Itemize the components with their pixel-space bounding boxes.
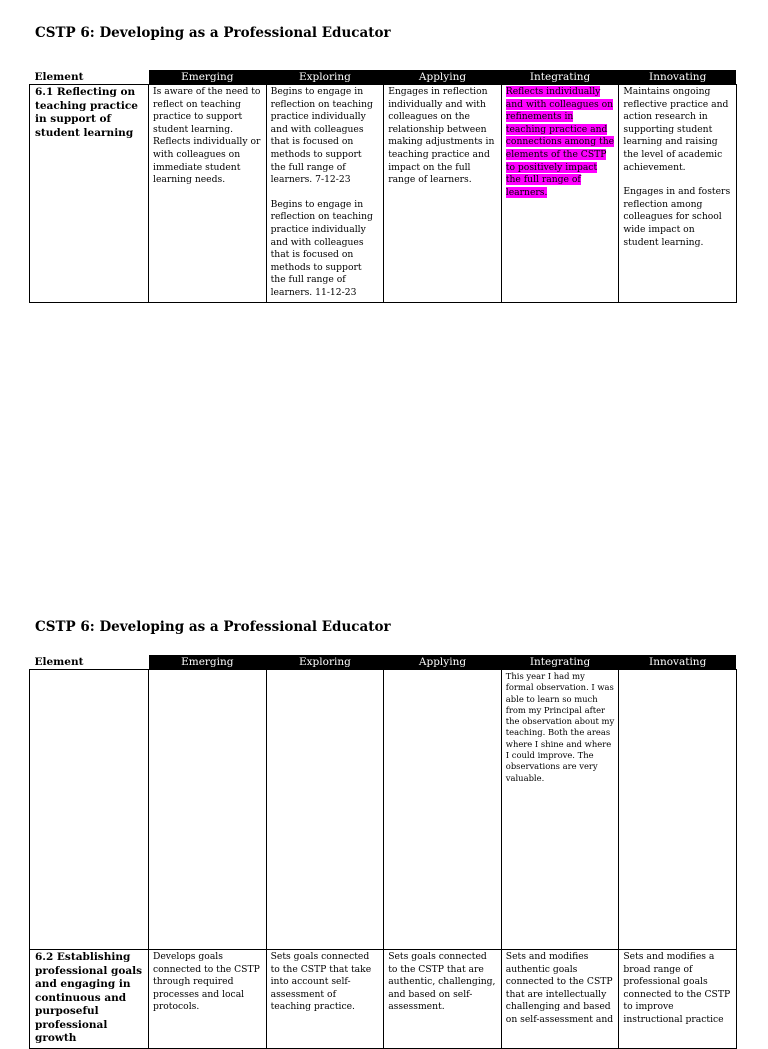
cell-text: Sets goals connected to the CSTP that are authentic, challenging, and based on self-assessment. xyxy=(388,951,496,1013)
cell-innovating xyxy=(619,670,737,950)
element-column-header: Element xyxy=(30,70,149,85)
cell-innovating xyxy=(619,950,737,1049)
cell-applying xyxy=(384,670,502,950)
table-row xyxy=(30,85,737,303)
level-header-emerging: Emerging xyxy=(149,70,267,85)
cell-text: Sets and modifies authentic goals connected to the CSTP that are intellectually challenging and based on self-assessment and xyxy=(505,951,614,1025)
rubric-table-6-2 xyxy=(29,655,737,1049)
level-header-applying: Applying xyxy=(384,70,502,85)
highlighted-text: Reflects individually and with colleagues on refinements in teaching practice and connections among the elements of the CSTP to positively impact the full range of learners. xyxy=(505,86,615,198)
section-1-title: CSTP 6: Developing as a Professional Educator xyxy=(35,25,391,41)
cell-exploring xyxy=(266,670,384,950)
element-cell-6-1: 6.1 Reflecting on teaching practice in support of student learning xyxy=(30,85,149,303)
level-header-innovating: Innovating xyxy=(619,655,737,670)
element-cell-blank xyxy=(30,670,149,950)
table-row xyxy=(30,670,737,950)
level-header-integrating: Integrating xyxy=(501,655,619,670)
rubric-header-row xyxy=(30,655,737,670)
cell-integrating xyxy=(501,950,619,1049)
cell-emerging xyxy=(149,85,267,303)
cell-emerging xyxy=(149,950,267,1049)
section-2-title: CSTP 6: Developing as a Professional Educator xyxy=(35,619,391,635)
cell-text: Engages in and fosters reflection among colleagues for school wide impact on student learning. xyxy=(623,186,731,248)
element-cell-6-2: 6.2 Establishing professional goals and engaging in continuous and purposeful professional growth xyxy=(30,950,149,1049)
level-header-emerging: Emerging xyxy=(149,655,267,670)
cell-emerging xyxy=(149,670,267,950)
cell-applying xyxy=(384,85,502,303)
cell-text: Sets goals connected to the CSTP that take into account self-assessment of teaching practice. xyxy=(270,951,372,1013)
cell-text: Is aware of the need to reflect on teaching practice to support student learning. Reflects individually or with colleagues on immediate student learning needs. xyxy=(153,86,261,186)
cell-applying xyxy=(384,950,502,1049)
cell-text: Begins to engage in reflection on teaching practice individually and with colleagues that is focused on methods to support the full range of learners. 11-12-23 xyxy=(270,198,373,298)
cell-text: Develops goals connected to the CSTP through required processes and local protocols. xyxy=(153,951,260,1013)
level-header-exploring: Exploring xyxy=(266,70,384,85)
cell-text: Sets and modifies a broad range of professional goals connected to the CSTP to improve instructional practice xyxy=(623,951,731,1025)
cell-exploring xyxy=(266,85,384,303)
cell-exploring xyxy=(266,950,384,1049)
cell-integrating xyxy=(501,670,619,950)
level-header-applying: Applying xyxy=(384,655,502,670)
cell-text: Begins to engage in reflection on teaching practice individually and with colleagues that is focused on methods to support the full range of learners. 7-12-23 xyxy=(270,86,373,186)
element-column-header: Element xyxy=(30,655,149,670)
rubric-header-row xyxy=(30,70,737,85)
level-header-innovating: Innovating xyxy=(619,70,737,85)
cell-text: Maintains ongoing reflective practice and action research in supporting student learning and raising the level of academic achievement. xyxy=(623,86,729,173)
table-row xyxy=(30,950,737,1049)
cell-innovating xyxy=(619,85,737,303)
level-header-exploring: Exploring xyxy=(266,655,384,670)
cell-integrating xyxy=(501,85,619,303)
cell-text: Engages in reflection individually and with colleagues on the relationship between making adjustments in teaching practice and impact on the full range of learners. xyxy=(388,86,495,186)
level-header-integrating: Integrating xyxy=(501,70,619,85)
evidence-text: This year I had my formal observation. I was able to learn so much from my Principal after the observation about my teaching. Both the areas where I shine and where I could improve. The observations are very valuable. xyxy=(505,671,615,783)
rubric-table-6-1 xyxy=(29,70,737,303)
